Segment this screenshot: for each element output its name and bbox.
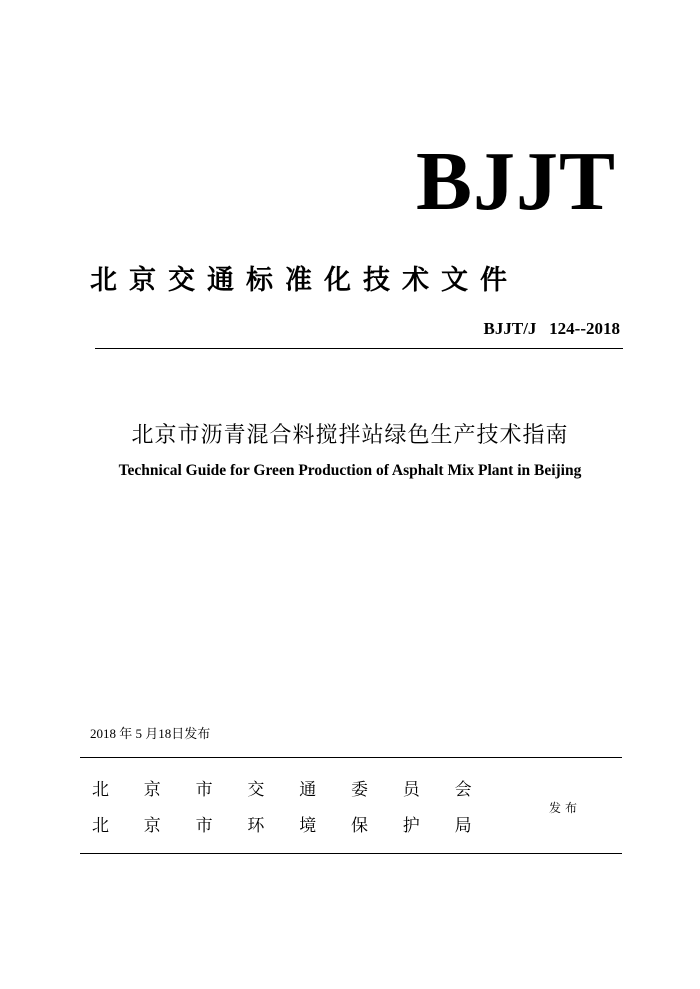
issuer-char: 北: [92, 780, 109, 800]
issuer-char: 京: [143, 780, 161, 800]
header-divider: [95, 348, 623, 349]
title-english: Technical Guide for Green Production of Asphalt Mix Plant in Beijing: [118, 462, 582, 479]
footer-divider-bottom: [80, 853, 622, 854]
issuer-char: 委: [350, 780, 368, 800]
issuer-char: 护: [402, 816, 420, 836]
title-chinese: 北京市沥青混合料搅拌站绿色生产技术指南: [131, 423, 569, 448]
document-category: 北京交通标准化技术文件: [90, 265, 519, 296]
issuer-char: 局: [454, 816, 472, 836]
footer-divider-top: [80, 757, 622, 758]
release-date: 2018 年 5 月18日发布: [90, 726, 211, 741]
bjjt-logo: BJJT: [415, 135, 616, 228]
issuer-char: 境: [299, 816, 317, 836]
issuer-char: 市: [195, 780, 213, 800]
issuer-char: 环: [247, 816, 265, 836]
issuer-transport-commission: [92, 775, 506, 800]
issuer-environmental-bureau: [92, 811, 506, 836]
issuer-char: 北: [92, 816, 109, 836]
issuer-char: 保: [350, 816, 368, 836]
publish-label: 发布: [549, 801, 582, 815]
issuer-char: 京: [143, 816, 161, 836]
issuer-char: 员: [402, 780, 420, 800]
issuer-char: 交: [247, 780, 265, 800]
issuer-char: 通: [299, 780, 317, 800]
issuer-char: 会: [454, 780, 472, 800]
standard-number: BJJT/J 124--2018: [483, 319, 620, 338]
issuer-char: 市: [195, 816, 213, 836]
